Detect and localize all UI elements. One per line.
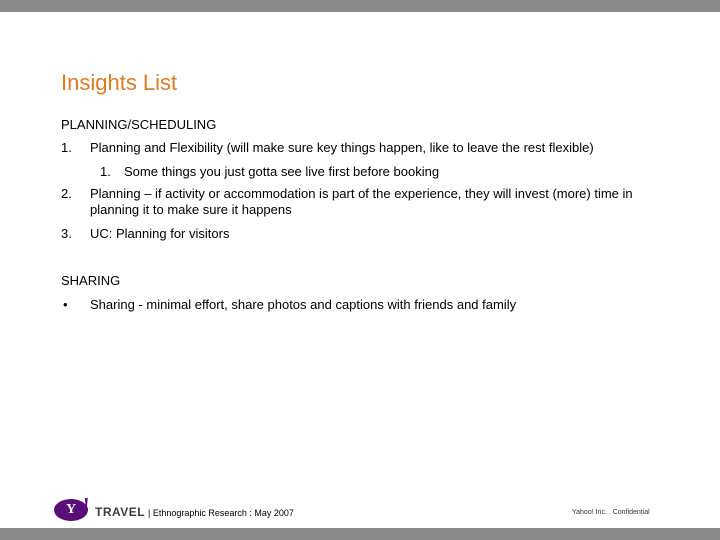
list-marker: 1. xyxy=(100,164,111,179)
top-bar xyxy=(0,0,720,12)
logo-exclamation: ! xyxy=(83,494,90,516)
list-item-text: Sharing - minimal effort, share photos and captions with friends and family xyxy=(90,297,517,312)
footer-research-label: | Ethnographic Research : May 2007 xyxy=(148,508,294,518)
list-marker: 2. xyxy=(61,186,72,201)
logo-travel-text: TRAVEL xyxy=(95,505,146,519)
slide-title: Insights List xyxy=(61,70,178,95)
list-item-text: Some things you just gotta see live first before booking xyxy=(124,164,440,179)
list-marker: 1. xyxy=(61,140,72,155)
section-heading-sharing: SHARING xyxy=(61,273,121,288)
list-marker: 3. xyxy=(61,226,72,241)
section-heading-planning: PLANNING/SCHEDULING xyxy=(61,117,217,132)
logo-letter: Y xyxy=(65,502,77,517)
bullet-marker: • xyxy=(63,297,68,312)
footer-confidential: Yahoo! Inc. . Confidential xyxy=(572,509,650,516)
bottom-bar xyxy=(0,528,720,540)
list-item-text: Planning – if activity or accommodation is part of the experience, they will invest (more) time in planning it to make sure it happens xyxy=(90,186,633,217)
list-item-text: Planning and Flexibility (will make sure key things happen, like to leave the rest flexible) xyxy=(90,140,594,155)
list-item-text: UC: Planning for visitors xyxy=(90,226,230,241)
